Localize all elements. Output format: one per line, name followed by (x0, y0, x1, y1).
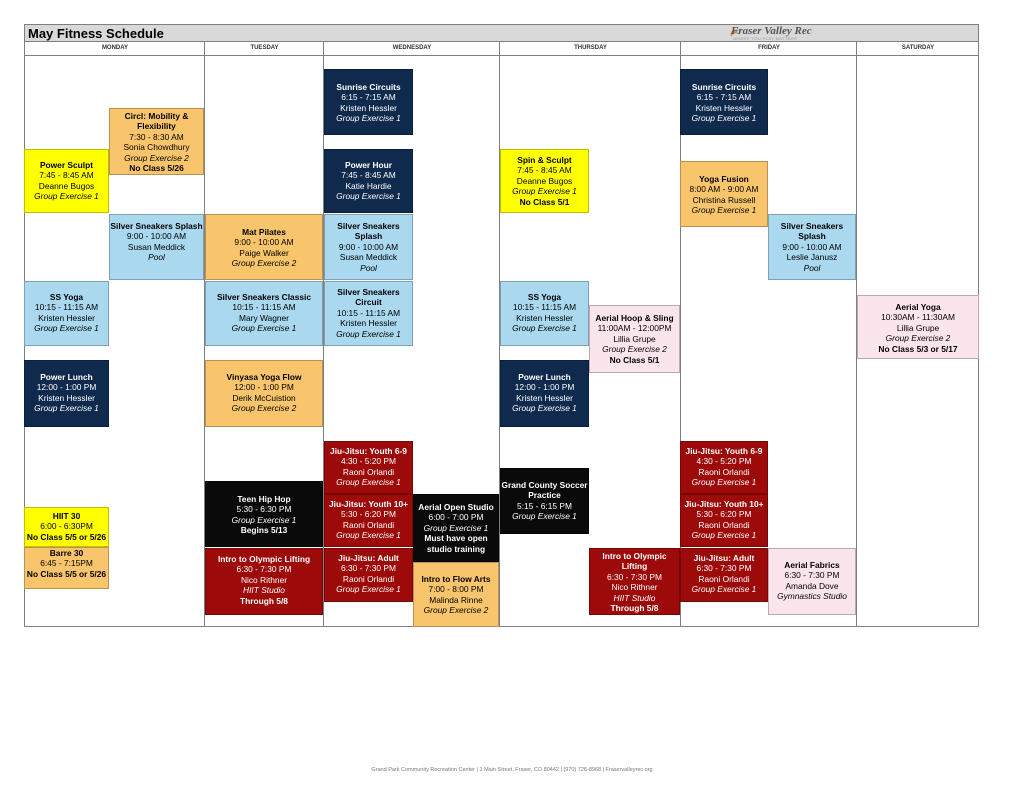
class-time: 7:45 - 8:45 AM (341, 170, 396, 181)
class-time: 5:30 - 6:20 PM (341, 509, 396, 520)
class-note: No Class 5/1 (609, 354, 660, 365)
class-title: Jiu-Jitsu: Youth 10+ (328, 499, 409, 509)
day-header-wednesday: WEDNESDAY (392, 45, 432, 51)
class-room: Group Exercise 1 (691, 205, 757, 216)
class-block[interactable] (24, 360, 109, 427)
class-title: Yoga Fusion (699, 174, 749, 184)
class-room: Group Exercise 1 (336, 530, 401, 541)
class-title: Spin & Sculpt (517, 155, 572, 165)
class-block[interactable] (680, 494, 768, 547)
class-time: 6:15 - 7:15 AM (696, 92, 752, 103)
class-time: 6:30 - 7:30 PM (696, 563, 752, 574)
class-title: Sunrise Circuits (691, 82, 757, 92)
logo-name: Fraser Valley Rec (731, 25, 812, 37)
class-room: Group Exercise 1 (691, 530, 757, 541)
class-instructor: Raoni Orlandi (698, 573, 750, 584)
class-instructor: Kristen Hessler (340, 318, 397, 329)
class-note: Through 5/8 (240, 595, 288, 606)
class-room: HIIT Studio (613, 592, 656, 603)
class-time: 6:30 - 7:30 PM (236, 564, 292, 575)
class-room: Group Exercise 1 (512, 323, 577, 334)
class-time: 6:45 - 7:15PM (40, 558, 93, 569)
class-block[interactable] (324, 441, 413, 494)
class-time: 5:30 - 6:20 PM (696, 509, 752, 520)
class-block[interactable] (500, 149, 589, 213)
class-room: Group Exercise 1 (512, 511, 577, 522)
class-time: 9:00 - 10:00 AM (234, 237, 294, 248)
class-title: Circl: Mobility & Flexibility (124, 111, 189, 132)
class-instructor: Kristen Hessler (516, 312, 573, 323)
class-title: Barre 30 (49, 548, 84, 558)
class-time: 10:15 - 11:15 AM (512, 302, 577, 313)
class-instructor: Raoni Orlandi (698, 466, 750, 477)
class-room: Group Exercise 1 (231, 323, 297, 334)
class-title: Silver Sneakers Circuit (337, 287, 400, 308)
class-block[interactable] (413, 494, 499, 562)
class-note: Through 5/8 (610, 603, 659, 614)
class-block[interactable] (413, 562, 499, 627)
class-instructor: Kristen Hessler (38, 392, 95, 403)
class-block[interactable] (324, 494, 413, 547)
class-time: 9:00 - 10:00 AM (338, 241, 399, 252)
class-block[interactable] (324, 281, 413, 346)
class-title: Intro to Olympic Lifting (602, 551, 667, 572)
class-block[interactable] (24, 149, 109, 213)
class-title: Power Lunch (518, 372, 571, 382)
class-room: Group Exercise 2 (231, 403, 297, 414)
logo-tagline: WHERE YOU PLAY MATTERS (733, 36, 798, 41)
class-room: Group Exercise 1 (336, 584, 401, 595)
class-instructor: Lillia Grupe (613, 333, 656, 344)
class-note: No Class 5/1 (519, 196, 570, 207)
class-time: 9:00 - 10:00 AM (782, 241, 842, 252)
class-block[interactable] (205, 360, 323, 427)
class-title: Power Lunch (40, 372, 93, 382)
class-block[interactable] (500, 281, 589, 346)
class-room: Group Exercise 1 (336, 328, 401, 339)
class-room: Group Exercise 1 (691, 113, 757, 124)
class-block[interactable] (324, 214, 413, 280)
class-title: Grand County Soccer Practice (501, 480, 588, 501)
class-time: 10:15 - 11:15 AM (336, 307, 401, 318)
class-title: Jiu-Jitsu: Youth 6-9 (330, 446, 407, 456)
class-block[interactable] (205, 214, 323, 280)
class-instructor: Derik McCuistion (232, 392, 296, 403)
class-block[interactable] (680, 161, 768, 227)
class-room: Pool (360, 262, 377, 273)
class-title: Intro to Flow Arts (421, 574, 491, 584)
class-block[interactable] (768, 548, 856, 615)
class-instructor: Susan Meddick (339, 252, 398, 263)
class-time: 10:15 - 11:15 AM (34, 302, 99, 313)
class-time: 6:15 - 7:15 AM (341, 92, 396, 103)
class-room: Group Exercise 1 (691, 477, 757, 488)
class-instructor: Kristen Hessler (340, 102, 397, 113)
logo (703, 25, 843, 42)
class-title: Teen Hip Hop (237, 494, 291, 504)
class-room: Group Exercise 1 (34, 323, 99, 334)
class-title: Aerial Yoga (895, 302, 941, 312)
class-instructor: Paige Walker (239, 247, 289, 258)
class-time: 7:45 - 8:45 AM (39, 170, 94, 181)
class-block[interactable] (589, 548, 680, 615)
class-instructor: Kristen Hessler (516, 392, 573, 403)
class-instructor: Amanda Dove (785, 580, 839, 591)
class-time: 6:30 - 7:30 PM (607, 571, 662, 582)
class-block[interactable] (680, 548, 768, 602)
class-title: Silver Sneakers Splash (337, 221, 400, 242)
class-note: No Class 5/5 or 5/26 (26, 568, 107, 579)
class-title: SS Yoga (49, 292, 84, 302)
class-note: No Class 5/26 (129, 163, 184, 174)
class-block[interactable] (857, 295, 979, 359)
class-block[interactable] (109, 108, 204, 175)
class-title: Aerial Fabrics (784, 560, 840, 570)
class-block[interactable] (680, 441, 768, 494)
day-header-friday: FRIDAY (758, 45, 780, 51)
class-time: 4:30 - 5:20 PM (696, 456, 752, 467)
day-header-thursday: THURSDAY (574, 45, 607, 51)
class-title: HIIT 30 (52, 511, 81, 521)
class-block[interactable] (500, 360, 589, 427)
class-instructor: Raoni Orlandi (342, 519, 395, 530)
class-title: Jiu-Jitsu: Adult (338, 553, 399, 563)
class-title: Intro to Olympic Lifting (217, 554, 311, 564)
class-title: Silver Sneakers Splash (780, 221, 844, 242)
class-title: Mat Pilates (242, 227, 286, 237)
class-title: Power Hour (345, 160, 392, 170)
class-time: 12:00 - 1:00 PM (36, 382, 97, 393)
class-room: Group Exercise 2 (124, 152, 189, 163)
class-room: HIIT Studio (243, 585, 285, 596)
footer-contact: Grand Park Community Recreation Center | 1 Main Street, Fraser, CO 80442 | (970) 726-8968 | Fraservalleyrec.org (371, 767, 653, 773)
class-instructor: Kristen Hessler (38, 312, 95, 323)
class-time: 6:30 - 7:30 PM (784, 570, 840, 581)
class-room: Group Exercise 1 (423, 522, 489, 533)
class-time: 10:15 - 11:15 AM (232, 302, 296, 313)
class-time: 6:00 - 7:00 PM (428, 512, 484, 523)
class-title: Jiu-Jitsu: Youth 10+ (684, 499, 764, 509)
class-block[interactable] (109, 214, 204, 280)
class-note: No Class 5/3 or 5/17 (878, 343, 958, 354)
class-room: Gymnastics Studio (777, 591, 847, 602)
class-block[interactable] (589, 305, 680, 373)
class-block[interactable] (500, 468, 589, 534)
class-room: Pool (803, 262, 821, 273)
class-instructor: Christina Russell (692, 194, 756, 205)
class-title: Vinyasa Yoga Flow (226, 372, 302, 382)
class-room: Group Exercise 1 (34, 403, 99, 414)
class-block[interactable] (205, 548, 323, 615)
class-room: Group Exercise 1 (512, 186, 577, 197)
class-room: Group Exercise 1 (512, 403, 577, 414)
page-title: May Fitness Schedule (28, 26, 164, 41)
class-title: Sunrise Circuits (336, 82, 401, 92)
class-note: No Class 5/5 or 5/26 (26, 531, 107, 542)
class-instructor: Nico Rithner (240, 574, 288, 585)
class-time: 7:00 - 8:00 PM (428, 584, 484, 595)
class-time: 10:30AM - 11:30AM (881, 312, 955, 323)
class-room: Group Exercise 2 (885, 333, 951, 344)
class-block[interactable] (680, 69, 768, 135)
class-time: 8:00 AM - 9:00 AM (689, 184, 759, 195)
class-title: SS Yoga (527, 292, 562, 302)
class-time: 6:30 - 7:30 PM (341, 563, 396, 574)
day-header-row (24, 42, 979, 56)
class-title: Silver Sneakers Splash (110, 221, 203, 231)
class-time: 11:00AM - 12:00PM (597, 323, 672, 334)
class-instructor: Raoni Orlandi (698, 519, 750, 530)
class-instructor: Susan Meddick (127, 241, 186, 252)
class-instructor: Kristen Hessler (695, 102, 753, 113)
class-block[interactable] (205, 281, 323, 346)
class-room: Pool (148, 252, 165, 263)
class-room: Group Exercise 1 (336, 113, 401, 124)
class-room: Group Exercise 2 (602, 344, 667, 355)
class-instructor: Nico Rithner (611, 582, 658, 593)
class-instructor: Sonia Chowdhury (123, 142, 190, 153)
class-room: Group Exercise 1 (336, 477, 401, 488)
class-room: Group Exercise 2 (423, 605, 489, 616)
class-instructor: Raoni Orlandi (342, 573, 395, 584)
class-room: Group Exercise 2 (231, 258, 297, 269)
day-header-tuesday: TUESDAY (250, 45, 279, 51)
class-time: 6:00 - 6:30PM (40, 521, 93, 532)
class-block[interactable] (24, 507, 109, 547)
class-time: 7:30 - 8:30 AM (129, 131, 184, 142)
class-room: Group Exercise 1 (336, 191, 401, 202)
class-time: 5:15 - 6:15 PM (517, 500, 572, 511)
class-instructor: Deanne Bugos (516, 175, 573, 186)
class-time: 4:30 - 5:20 PM (341, 456, 396, 467)
day-header-monday: MONDAY (101, 45, 129, 51)
class-block[interactable] (24, 281, 109, 346)
class-title: Jiu-Jitsu: Adult (693, 553, 755, 563)
class-room: Group Exercise 1 (34, 191, 99, 202)
class-note: Must have open studio training (424, 533, 488, 554)
title-bar (24, 24, 979, 42)
class-block[interactable] (324, 548, 413, 602)
class-title: Jiu-Jitsu: Youth 6-9 (685, 446, 763, 456)
class-note: Begins 5/13 (240, 525, 288, 536)
class-instructor: Raoni Orlandi (342, 466, 395, 477)
class-title: Aerial Open Studio (418, 502, 494, 512)
class-instructor: Deanne Bugos (38, 180, 95, 191)
class-instructor: Malinda Rinne (429, 594, 483, 605)
class-room: Group Exercise 1 (691, 584, 757, 595)
class-time: 5:30 - 6:30 PM (236, 504, 292, 515)
class-block[interactable] (768, 214, 856, 280)
class-block[interactable] (24, 547, 109, 589)
class-time: 7:45 - 8:45 AM (517, 165, 572, 176)
day-header-saturday: SATURDAY (901, 45, 935, 51)
class-instructor: Leslie Janusz (786, 252, 838, 263)
class-instructor: Mary Wagner (239, 312, 289, 323)
class-block[interactable] (205, 481, 323, 547)
class-title: Aerial Hoop & Sling (595, 313, 674, 323)
class-title: Silver Sneakers Classic (216, 292, 312, 302)
class-block[interactable] (324, 69, 413, 135)
class-time: 12:00 - 1:00 PM (514, 382, 575, 393)
class-block[interactable] (324, 149, 413, 213)
class-time: 9:00 - 10:00 AM (126, 231, 187, 242)
class-room: Group Exercise 1 (231, 514, 297, 525)
class-instructor: Katie Hardie (345, 180, 392, 191)
class-instructor: Lillia Grupe (896, 322, 940, 333)
class-title: Power Sculpt (39, 160, 94, 170)
class-time: 12:00 - 1:00 PM (234, 382, 294, 393)
